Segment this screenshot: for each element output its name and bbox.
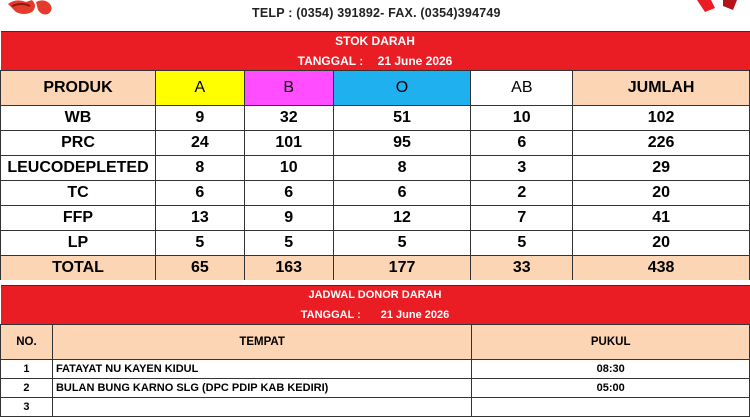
stok-date-label: TANGGAL : [297,53,364,68]
col-produk: PRODUK [1,71,156,106]
total-ab: 33 [471,256,573,281]
table-row [1,181,750,206]
b-cell: 5 [244,231,333,256]
pukul-cell [472,398,750,417]
ab-cell: 6 [471,131,573,156]
pukul-cell: 08:30 [472,360,750,379]
jumlah-cell: 20 [573,181,750,206]
a-cell: 8 [155,156,244,181]
jumlah-cell: 102 [573,106,750,131]
b-cell: 10 [244,156,333,181]
table-row [1,379,750,398]
tempat-cell: BULAN BUNG KARNO SLG (DPC PDIP KAB KEDIRI) [52,379,471,398]
header-area [0,0,750,31]
jumlah-cell: 29 [573,156,750,181]
table-row [1,398,750,417]
jadwal-date-label: TANGGAL : [300,308,361,321]
a-cell: 24 [155,131,244,156]
no-cell: 2 [1,379,53,398]
col-pukul: PUKUL [472,325,750,360]
table-row [1,131,750,156]
stok-date-value: 21 June 2026 [377,53,453,68]
pukul-cell: 05:00 [472,379,750,398]
total-o: 177 [333,256,471,281]
col-jumlah: JUMLAH [573,71,750,106]
col-b: B [244,71,333,106]
a-cell: 13 [155,206,244,231]
stok-date-row [1,51,750,71]
jumlah-cell: 20 [573,231,750,256]
ab-cell: 7 [471,206,573,231]
logo-icon [2,0,62,22]
col-o: O [333,71,471,106]
total-jumlah: 438 [573,256,750,281]
o-cell: 5 [333,231,471,256]
stok-header-row [1,71,750,106]
b-cell: 101 [244,131,333,156]
o-cell: 12 [333,206,471,231]
produk-cell: FFP [1,206,156,231]
total-b: 163 [244,256,333,281]
a-cell: 6 [155,181,244,206]
jumlah-cell: 226 [573,131,750,156]
col-a: A [155,71,244,106]
contact-text: TELP : (0354) 391892- FAX. (0354)394749 [252,6,501,20]
o-cell: 51 [333,106,471,131]
total-label: TOTAL [1,256,156,281]
o-cell: 95 [333,131,471,156]
o-cell: 8 [333,156,471,181]
jadwal-header-row [1,325,750,360]
ab-cell: 10 [471,106,573,131]
tempat-cell [52,398,471,417]
no-cell: 3 [1,398,53,417]
total-a: 65 [155,256,244,281]
stok-darah-table [0,31,750,280]
col-no: NO. [1,325,53,360]
a-cell: 9 [155,106,244,131]
o-cell: 6 [333,181,471,206]
col-tempat: TEMPAT [52,325,471,360]
total-row [1,256,750,281]
col-ab: AB [471,71,573,106]
stok-title: STOK DARAH [1,32,750,51]
table-row [1,231,750,256]
produk-cell: LP [1,231,156,256]
no-cell: 1 [1,360,53,379]
table-row [1,206,750,231]
produk-cell: WB [1,106,156,131]
tempat-cell: FATAYAT NU KAYEN KIDUL [52,360,471,379]
b-cell: 6 [244,181,333,206]
table-row [1,106,750,131]
decorative-logo-icon [693,0,750,14]
produk-cell: TC [1,181,156,206]
produk-cell: LEUCODEPLETED [1,156,156,181]
table-row [1,360,750,379]
ab-cell: 5 [471,231,573,256]
ab-cell: 2 [471,181,573,206]
produk-cell: PRC [1,131,156,156]
ab-cell: 3 [471,156,573,181]
b-cell: 9 [244,206,333,231]
a-cell: 5 [155,231,244,256]
b-cell: 32 [244,106,333,131]
jadwal-date-value: 21 June 2026 [380,308,450,321]
jumlah-cell: 41 [573,206,750,231]
table-row [1,156,750,181]
jadwal-title: JADWAL DONOR DARAH [1,286,750,305]
jadwal-donor-table [0,285,750,417]
jadwal-date-row [1,305,750,325]
